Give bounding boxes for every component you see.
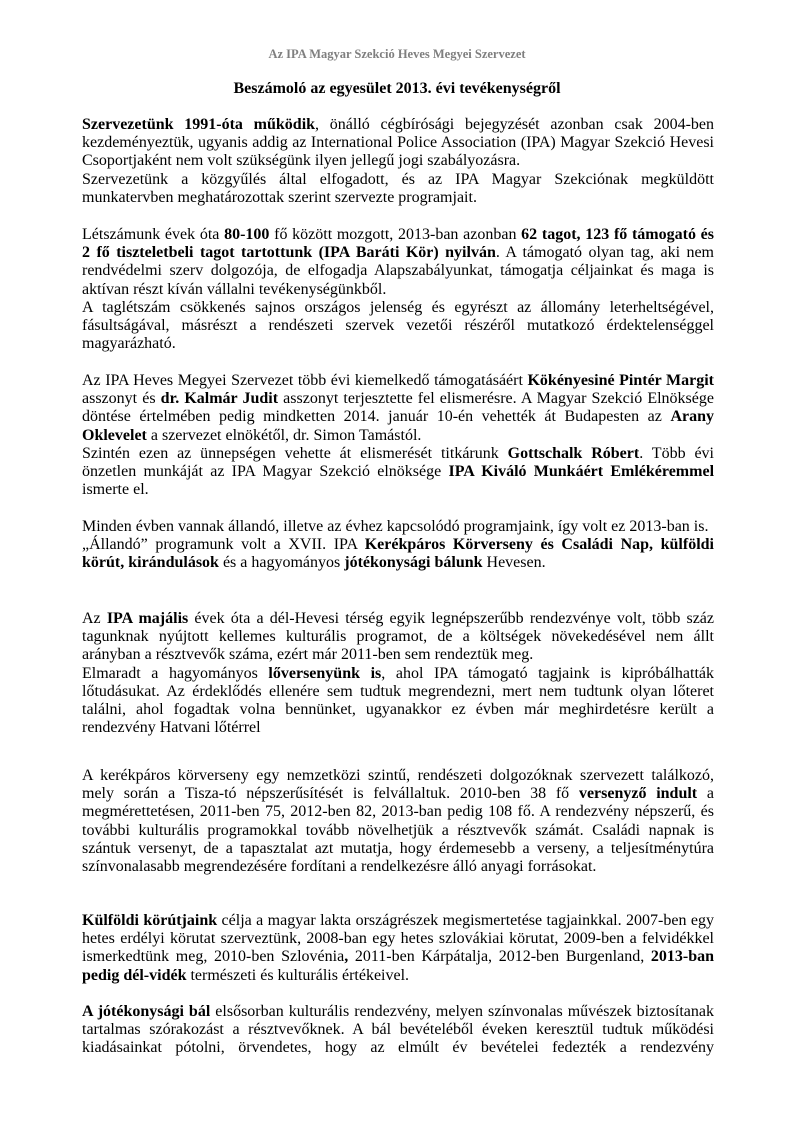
- text: Az: [82, 610, 107, 627]
- text: A taglétszám csökkenés sajnos országos jelenség és egyrészt az állomány leterheltségével, fásultságával, másrészt a rendészeti szervek vezetői részéről mutatkozó érdektelenséggel magyarázható.: [82, 298, 714, 353]
- paragraph: [82, 299, 714, 354]
- text: Szervezetünk a közgyűlés által elfogadott, és az IPA Magyar Szekciónak megküldött munkatervben meghatározottak szerint szervezte programjait.: [82, 170, 714, 206]
- text: , ahol IPA támogató tagjaink is kipróbálhatták lőtudásukat. Az érdeklődés ellenére sem tudtuk megrendezni, mert nem tudtunk olyan lőteret találni, ahol fogadtak volna bennünket, ugyanakkor ez évben már meghirdetésre került a rendezvény Hatvani lőtérrel: [82, 664, 714, 737]
- bold-text: jótékonysági bálunk: [344, 554, 483, 572]
- text: 2011-ben Kárpátalja, 2012-ben Burgenland,: [348, 948, 651, 966]
- bold-text: Külföldi körútjaink: [82, 912, 218, 929]
- text: Minden évben vannak állandó, illetve az évhez kapcsolódó programjaink, így volt ez 2013-ban is.: [82, 518, 709, 535]
- section-founding: [82, 116, 714, 207]
- section-tours: [82, 912, 714, 985]
- bold-text: dr. Kalmár Judit: [160, 390, 279, 408]
- document-title: Beszámoló az egyesület 2013. évi tevékenységről: [233, 80, 561, 97]
- text: célja a magyar lakta országrészek megismertetése tagjainkkal. 2007-ben egy hetes erdélyi körutat szerveztünk, 2008-ban egy hetes szlovákiai körutat, 2009-ben a felvidékkel ismerkedtünk meg, 2010-ben Szlovénia: [82, 912, 714, 966]
- page-header: Az IPA Magyar Szekció Heves Megyei Szervezet: [268, 47, 526, 61]
- text: , önálló cégbírósági bejegyzését azonban csak 2004-ben kezdeményeztük, ugyanis addig az International Police Association (IPA) Magyar Szekció Hevesi Csoportjaként nem volt szükségünk ilyen jellegű jogi szabályozásra.: [82, 116, 714, 170]
- text: . A támogató olyan tag, aki nem rendvédelmi szerv dolgozója, de elfogadja Alapszabályunkat, támogatja céljainkat és maga is aktívan részt kíván vállalni tevékenységünkből.: [82, 244, 715, 298]
- bold-text: lőversenyünk is: [268, 664, 382, 682]
- text: a megmérettetésen, 2011-ben 75, 2012-ben 82, 2013-ban pedig 108 fő. A rendezvény népszerű, és további kulturális programokkal tovább növelhetjük a résztvevők számát. Családi napnak is szántuk versenyt, de a tapasztalat azt mutatja, hogy érdemesebb a verseny, a teljesítménytúra színvonalasabb megrendezésére fordítani a rendelkezésre álló anyagi forrásokat.: [82, 785, 714, 876]
- bold-text: 62 tagot, 123 fő támogató és 2 fő tiszteletbeli tagot tartottunk (IPA Baráti Kör) nyilván: [82, 226, 714, 262]
- text: asszonyt terjesztette fel elismerésre. A Magyar Szekció Elnöksége döntése értelmében pedig mindketten 2014. január 10-én vehették át Budapesten az: [82, 390, 714, 426]
- paragraph: [82, 912, 714, 985]
- text: Létszámunk évek óta: [82, 226, 225, 243]
- bold-text: IPA Kiváló Munkáért Emlékéremmel: [448, 463, 715, 481]
- text: évek óta a dél-Hevesi térség egyik legnépszerűbb rendezvénye volt, több száz tagunknak nyújtott kellemes kulturális programot, de a költségek növekedésével nem állt arányban a résztvevők száma, ezért már 2011-ben sem rendeztük meg.: [82, 610, 715, 664]
- paragraph: [82, 372, 714, 445]
- text: asszonyt és: [82, 390, 161, 408]
- section-cycling: [82, 767, 714, 876]
- bold-text: 2013-ban pedig dél-vidék: [82, 948, 715, 984]
- paragraph: [82, 171, 714, 207]
- paragraph: [82, 665, 714, 738]
- section-charity-ball: [82, 1003, 714, 1058]
- text: és a hagyományos: [218, 554, 345, 572]
- paragraph: [82, 226, 714, 299]
- paragraph: [82, 518, 714, 536]
- text: . Több évi önzetlen munkáját az IPA Magyar Szekció elnöksége: [82, 444, 714, 481]
- paragraph: [82, 767, 714, 876]
- text: A kerékpáros körverseny egy nemzetközi szintű, rendészeti dolgozóknak szervezett találkozó, mely során a Tisza-tó népszerűsítését is felvállaltuk. 2010-ben 38 fő: [82, 767, 714, 803]
- bold-text: ,: [344, 948, 349, 966]
- text: Szintén ezen az ünnepségen vehette át elismerését titkárunk: [82, 444, 508, 462]
- section-membership: [82, 226, 714, 353]
- text: fő között mozgott, 2013-ban azonban: [269, 226, 522, 243]
- bold-text: Szervezetünk 1991-óta működik: [82, 116, 316, 133]
- bold-text: Kökényesiné Pintér Margit: [527, 372, 715, 389]
- text: ismerte el.: [82, 481, 149, 499]
- bold-text: Gottschalk Róbert: [507, 444, 640, 462]
- bold-text: versenyző indult: [578, 785, 698, 803]
- paragraph: [82, 1003, 714, 1058]
- text: természeti és kulturális értékeivel.: [186, 966, 410, 984]
- bold-text: A jótékonysági bál: [82, 1003, 211, 1020]
- paragraph: [82, 116, 714, 171]
- text: Az IPA Heves Megyei Szervezet több évi kiemelkedő támogatásáért: [82, 372, 528, 389]
- paragraph: [82, 610, 714, 665]
- text: elsősorban kulturális rendezvény, melyen színvonalas művészek biztosítanak tartalmas szórakozást a résztvevőknek. A bál bevételéből éveken keresztül tudtuk működési kiadásainkat pótolni, örvendetes, hogy az elmúlt év bevételei fedezték a rendezvény: [82, 1003, 714, 1057]
- text: „Állandó” programunk volt a XVII. IPA: [82, 536, 365, 554]
- section-majalis: [82, 610, 714, 737]
- paragraph: [82, 445, 714, 500]
- section-awards: [82, 372, 714, 499]
- text: Hevesen.: [482, 554, 546, 572]
- bold-text: IPA majális: [106, 610, 189, 627]
- text: Elmaradt a hagyományos: [82, 664, 269, 682]
- bold-text: Arany Oklevelet: [82, 408, 714, 444]
- bold-text: 80-100: [224, 226, 270, 243]
- paragraph: [82, 536, 714, 572]
- text: a szervezet elnökétől, dr. Simon Tamástól.: [146, 426, 422, 444]
- bold-text: Kerékpáros Körverseny és Családi Nap, külföldi körút, kirándulások: [82, 536, 714, 572]
- section-programs: [82, 518, 714, 573]
